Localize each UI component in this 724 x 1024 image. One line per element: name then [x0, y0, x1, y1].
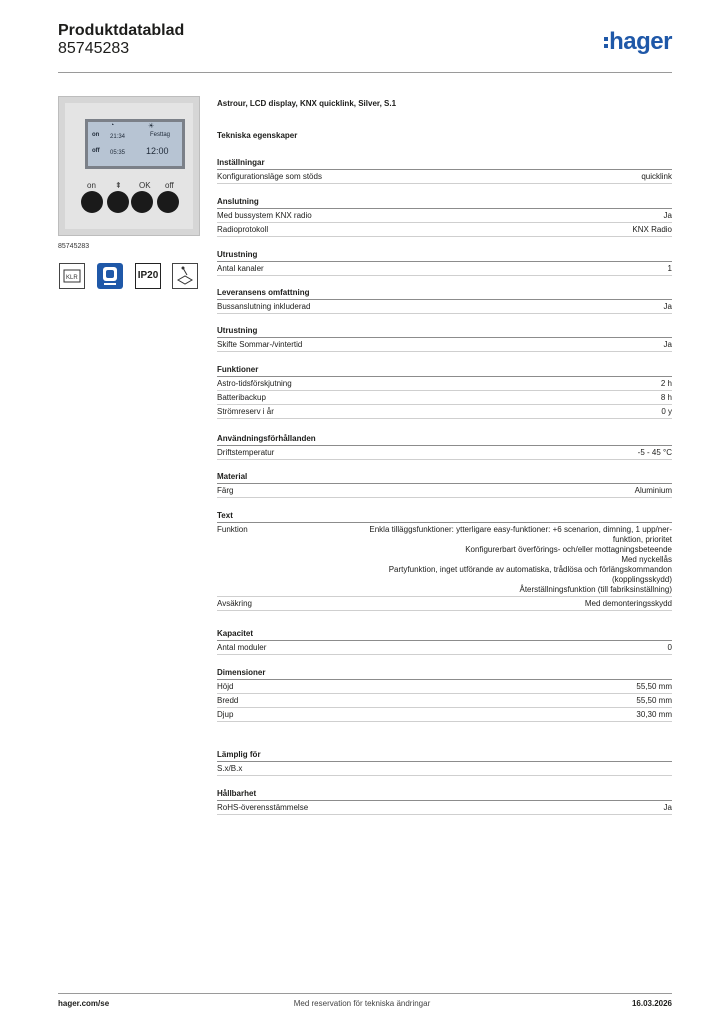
spec-row [217, 484, 672, 498]
logo-dots-icon [604, 34, 608, 51]
spec-row [217, 209, 672, 223]
spec-row [217, 170, 672, 184]
document-title: Produktdatablad [58, 22, 185, 39]
spec-value: 2 h [660, 379, 672, 388]
spec-label: Antal moduler [217, 643, 267, 652]
spec-section [217, 433, 672, 460]
spec-row [217, 223, 672, 237]
spec-label: Antal kanaler [217, 264, 264, 273]
footer-date: 16.03.2026 [631, 999, 672, 1008]
section-title: Användningsförhållanden [217, 433, 672, 446]
spec-value: KNX Radio [632, 225, 672, 234]
spec-row [217, 391, 672, 405]
spec-label: Astro-tidsförskjutning [217, 379, 292, 388]
spec-section [217, 157, 672, 184]
spec-label: Bussanslutning inkluderad [217, 302, 311, 311]
spec-section [217, 196, 672, 237]
spec-label: Höjd [217, 682, 234, 691]
section-title: Lämplig för [217, 749, 672, 762]
spec-label: Driftstemperatur [217, 448, 275, 457]
spec-label: RoHS-överensstämmelse [217, 803, 309, 812]
spec-row [217, 641, 672, 655]
section-title: Utrustning [217, 249, 672, 262]
spec-value: Ja [663, 803, 672, 812]
spec-label: Avsäkring [217, 599, 252, 608]
spec-value: 8 h [660, 393, 672, 402]
spec-label: Konfigurationsläge som stöds [217, 172, 322, 181]
section-title: Anslutning [217, 196, 672, 209]
footer-disclaimer: Med reservation för tekniska ändringar [293, 999, 431, 1008]
spec-value: 0 y [661, 407, 672, 416]
section-title: Inställningar [217, 157, 672, 170]
spec-label: Batteribackup [217, 393, 266, 402]
spec-label: Bredd [217, 696, 239, 705]
spec-label: Skifte Sommar-/vintertid [217, 340, 303, 349]
section-title: Kapacitet [217, 628, 672, 641]
spec-label: Djup [217, 710, 234, 719]
spec-value: 0 [667, 643, 672, 652]
spec-value: -5 - 45 °C [637, 448, 672, 457]
section-title: Utrustning [217, 325, 672, 338]
spec-section [217, 749, 672, 776]
product-plate: on off 21:34 05:35 Festtag 12:00 ◔ ☀ on ⇞ OK off [65, 103, 193, 229]
section-title: Material [217, 471, 672, 484]
spec-value: Ja [663, 211, 672, 220]
spec-row [217, 762, 672, 776]
device-button-sun [107, 191, 129, 213]
spec-value: Aluminium [634, 486, 672, 495]
spec-value: Ja [663, 340, 672, 349]
section-title: Funktioner [217, 364, 672, 377]
spec-section [217, 249, 672, 276]
spec-label: Strömreserv i år [217, 407, 274, 416]
header-divider [58, 72, 672, 73]
spec-label: Färg [217, 486, 234, 495]
spec-value: Ja [663, 302, 672, 311]
section-title: Dimensioner [217, 667, 672, 680]
spec-section [217, 628, 672, 655]
install-hand-icon [172, 263, 198, 289]
clock-icon: ◔ [110, 122, 115, 129]
section-title: Text [217, 510, 672, 523]
spec-row [217, 597, 672, 611]
product-name: Astrour, LCD display, KNX quicklink, Silver, S.1 [217, 99, 397, 108]
page-header [58, 22, 184, 58]
image-caption: 85745283 [58, 243, 90, 250]
footer-website[interactable]: hager.com/se [58, 999, 110, 1008]
spec-label: Radioprotokoll [217, 225, 269, 234]
spec-section [217, 510, 672, 611]
tech-specs-heading: Tekniska egenskaper [217, 131, 298, 140]
spec-value: 55,50 mm [636, 696, 672, 705]
spec-section [217, 471, 672, 498]
hager-logo: hager [604, 28, 672, 56]
device-button-ok [131, 191, 153, 213]
spec-row [217, 300, 672, 314]
ip20-icon: IP20 [135, 263, 161, 289]
device-button-on [81, 191, 103, 213]
spec-value: Med demonteringsskydd [584, 599, 672, 608]
spec-label: Med bussystem KNX radio [217, 211, 312, 220]
spec-value: 55,50 mm [636, 682, 672, 691]
spec-section [217, 325, 672, 352]
spec-row [217, 694, 672, 708]
spec-value: quicklink [641, 172, 672, 181]
spec-row [217, 338, 672, 352]
spec-row [217, 262, 672, 276]
svg-text:KLR: KLR [66, 275, 78, 281]
spec-row [217, 523, 672, 597]
spec-label: S.x/B.x [217, 764, 243, 773]
spec-row [217, 708, 672, 722]
spec-row [217, 801, 672, 815]
spec-section [217, 788, 672, 815]
section-title: Hållbarhet [217, 788, 672, 801]
quicklink-badge-icon [97, 263, 123, 289]
spec-value: Enkla tilläggsfunktioner: ytterligare easy-funktioner: +6 scenarion, dimning, 1 upp/ner-funktion, prioritet Konfigurerbart överförings- och/eller mottagningsbeteende Med nyckellås Partyfunktion, inget utförande av automatiska, trådlösa och förlängskommandon (kopplingsskydd) Återställningsfunktion (till fabriksinställning) [369, 525, 672, 594]
spec-section [217, 287, 672, 314]
spec-section [217, 364, 672, 419]
section-title: Leveransens omfattning [217, 287, 672, 300]
spec-row [217, 377, 672, 391]
product-image [58, 96, 200, 236]
spec-row [217, 446, 672, 460]
document-number: 85745283 [58, 40, 130, 57]
device-button-off [157, 191, 179, 213]
spec-value: 30,30 mm [636, 710, 672, 719]
footer-divider [58, 993, 672, 994]
spec-label: Funktion [217, 525, 248, 534]
spec-value: 1 [667, 264, 672, 273]
sun-icon: ☀ [148, 123, 155, 130]
lcd-display: on off 21:34 05:35 Festtag 12:00 ◔ ☀ [85, 119, 185, 169]
knx-quicklink-icon [59, 263, 85, 289]
spec-row [217, 405, 672, 419]
spec-row [217, 680, 672, 694]
spec-section [217, 667, 672, 722]
